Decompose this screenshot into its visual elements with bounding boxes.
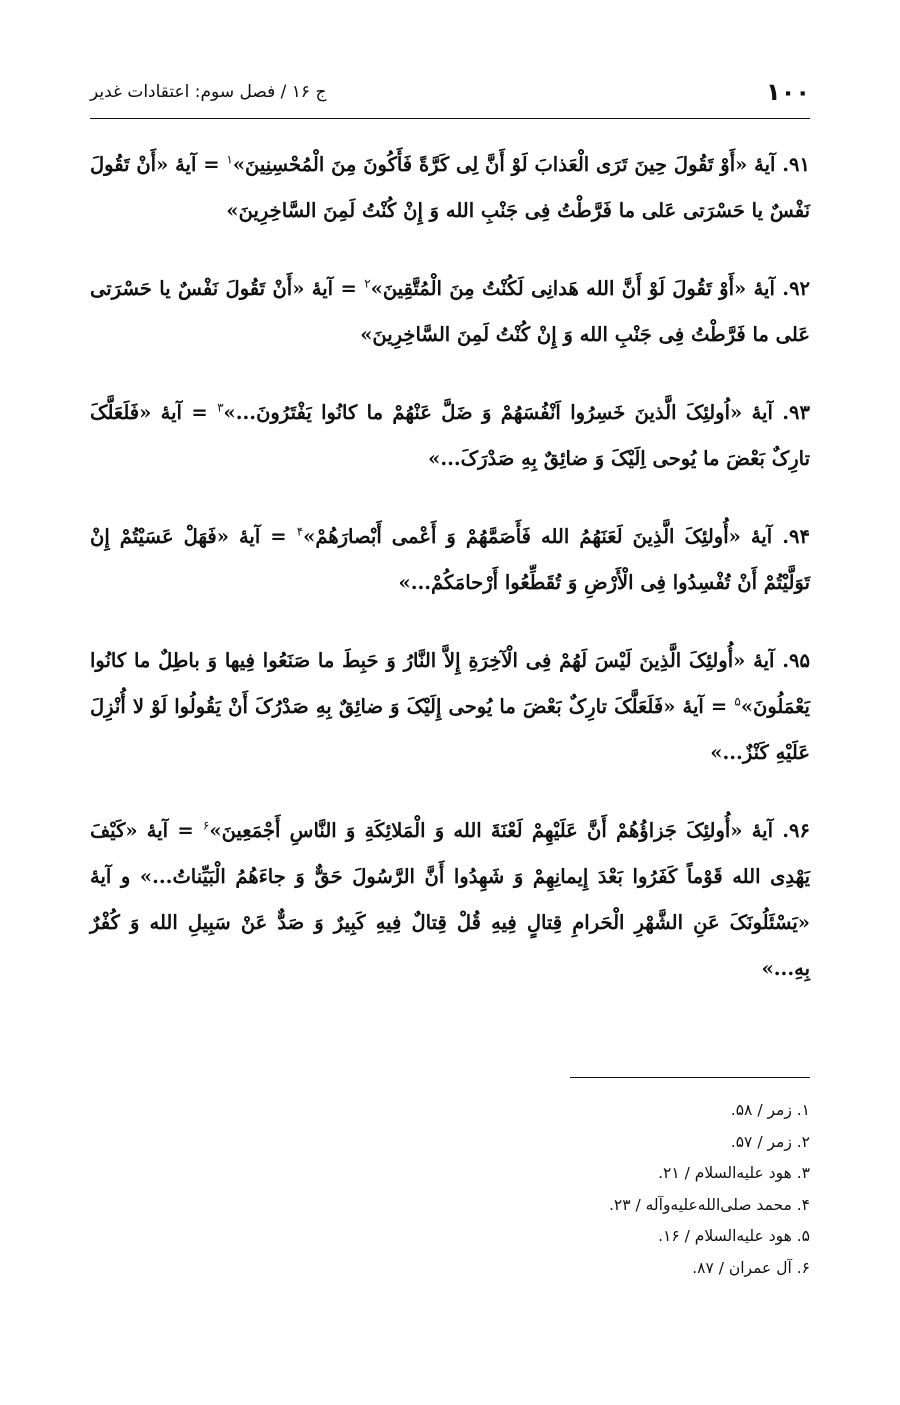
footnote-marker[interactable]: ۴ <box>296 524 304 539</box>
footnote-marker[interactable]: ۶ <box>202 818 210 833</box>
verse-text: ۹۴. آیهٔ «أُولئِکَ الَّذِینَ لَعَنَهُمُ الله فَأَصَمَّهُمْ وَ أَعْمی أَبْصارَهُمْ» <box>303 525 810 548</box>
verse-item <box>90 390 810 482</box>
footnote-item: ۶. آل عمران / ۸۷. <box>692 1258 810 1277</box>
verse-continuation: = آیهٔ «أَنْ تَقُولَ نَفْسٌ یا حَسْرَتی عَلی ما فَرَّطْتُ فِی جَنْبِ الله وَ إِنْ کُنْتُ لَمِنَ السَّاخِرِینَ» <box>90 277 810 346</box>
verse-text: ۹۵. آیهٔ «أُولئِکَ الَّذِینَ لَیْسَ لَهُمْ فِی الْآخِرَةِ إِلاَّ النَّارُ وَ حَبِطَ ما صَنَعُوا فِیها وَ باطِلٌ ما کانُوا یَعْمَلُونَ» <box>90 649 810 718</box>
page-number: ۱۰۰ <box>766 78 810 106</box>
verse-text: ۹۲. آیهٔ «أَوْ تَقُولَ لَوْ أَنَّ الله هَدانِی لَکُنْتُ مِنَ الْمُتَّقِینَ» <box>370 277 811 300</box>
verse-text: ۹۶. آیهٔ «أُولئِکَ جَزاؤُهُمْ أَنَّ عَلَیْهِمْ لَعْنَةَ الله وَ الْمَلائِکَةِ وَ النَّاسِ أَجْمَعِینَ» <box>209 819 810 842</box>
verse-text: ۹۳. آیهٔ «اُولئِکَ الَّذینَ خَسِرُوا اَنْفُسَهُمْ وَ ضَلَّ عَنْهُمْ ما کانُوا یَفْتَرُونَ...» <box>223 401 810 424</box>
footnote-marker[interactable]: ۳ <box>217 400 224 415</box>
footnote-item: ۱. زمر / ۵۸. <box>730 1101 810 1119</box>
verse-item <box>90 266 810 358</box>
verse-continuation: = آیهٔ «أَنْ تَقُولَ نَفْسٌ یا حَسْرَتی عَلی ما فَرَّطْتُ فِی جَنْبِ الله وَ إِنْ کُنْتُ لَمِنَ السَّاخِرِینَ» <box>90 153 810 222</box>
footnote-item: ۴. محمد صلی‌الله‌علیه‌وآله / ۲۳. <box>608 1195 810 1214</box>
footnote-marker[interactable]: ۵ <box>734 694 741 709</box>
verse-continuation: = آیهٔ «فَهَلْ عَسَیْتُمْ إِنْ تَوَلَّیْتُمْ أَنْ تُفْسِدُوا فِی الْأَرْضِ وَ تُقَطِّعُوا أَرْحامَکُمْ...» <box>90 525 810 594</box>
footnote-list <box>90 1095 810 1284</box>
verse-list <box>90 142 810 1024</box>
verse-text: ۹۱. آیهٔ «أَوْ تَقُولَ حِینَ تَرَی الْعَذابَ لَوْ أَنَّ لِی کَرَّةً فَأَکُونَ مِنَ الْمُحْسِنِینَ» <box>232 153 810 176</box>
verse-item <box>90 142 810 234</box>
footnote-item: ۳. هود علیه‌السلام / ۲۱. <box>658 1164 810 1182</box>
header-divider <box>90 118 810 119</box>
page-header <box>90 72 810 112</box>
running-title: ج ۱۶ / فصل سوم: اعتقادات غدیر <box>90 82 327 102</box>
verse-item <box>90 638 810 776</box>
verse-continuation: = آیهٔ «کَیْفَ یَهْدِی الله قَوْماً کَفَرُوا بَعْدَ إِیمانِهِمْ وَ شَهِدُوا أَنَّ الرَّسُولَ حَقٌّ وَ جاءَهُمُ الْبَیِّناتُ...» و آیهٔ «یَسْئَلُونَکَ عَنِ الشَّهْرِ الْحَرامِ قِتالٍ فِیهِ قُلْ قِتالٌ فِیهِ کَبِیرٌ وَ صَدٌّ عَنْ سَبِیلِ الله وَ کُفْرٌ بِهِ...» <box>90 819 810 980</box>
footnote-marker[interactable]: ۲ <box>364 276 371 291</box>
verse-continuation: = آیهٔ «فَلَعَلَّکَ تارِکٌ بَعْضَ ما یُوحی اِلَیْکَ وَ ضائِقٌ بِهِ صَدْرَکَ...» <box>90 401 810 470</box>
verse-item <box>90 808 810 992</box>
footnote-marker[interactable]: ۱ <box>226 152 233 167</box>
verse-continuation: = آیهٔ «فَلَعَلَّکَ تارِکٌ بَعْضَ ما یُوحی إِلَیْکَ وَ ضائِقٌ بِهِ صَدْرُکَ أَنْ یَقُولُوا لَوْ لا أُنْزِلَ عَلَیْهِ کَنْزٌ...» <box>90 695 810 764</box>
footnote-item: ۲. زمر / ۵۷. <box>730 1132 810 1151</box>
footnote-item: ۵. هود علیه‌السلام / ۱۶. <box>658 1227 810 1245</box>
verse-item <box>90 514 810 606</box>
footnote-divider <box>570 1077 810 1078</box>
